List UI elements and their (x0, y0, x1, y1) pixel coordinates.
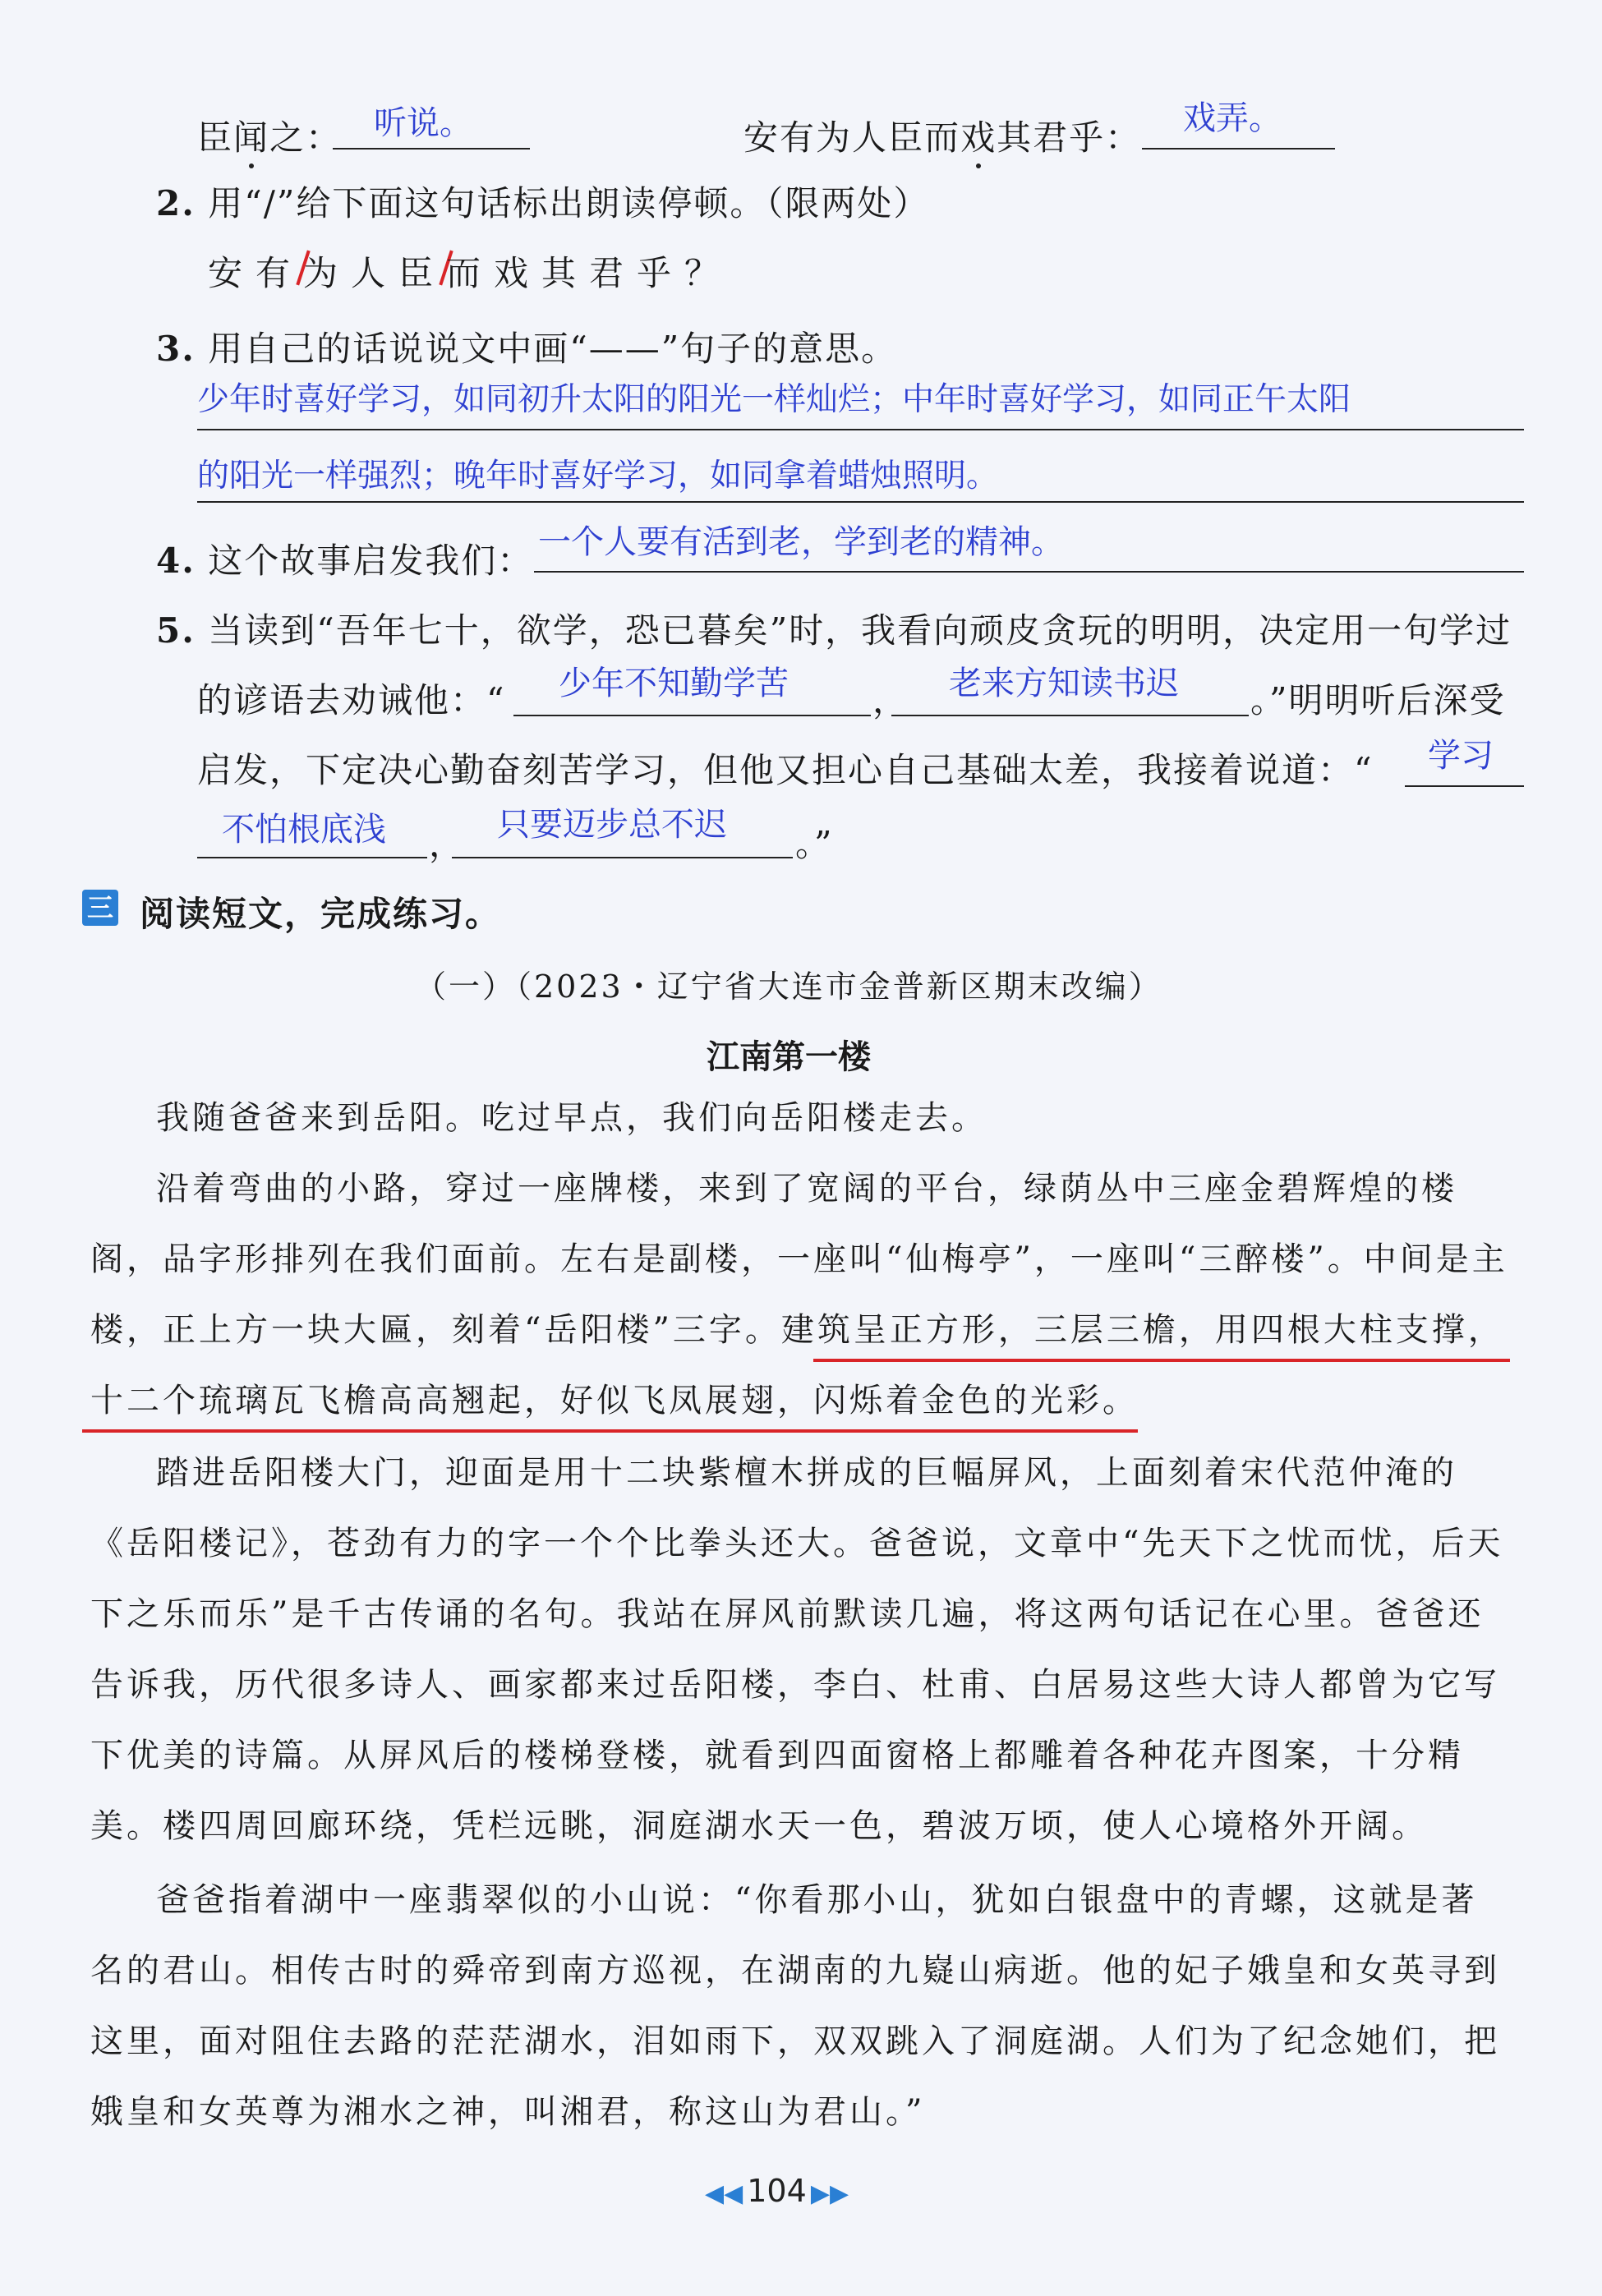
q2-sentence-char: ？ (684, 253, 719, 293)
q2-text (156, 177, 929, 226)
q2-sentence-char: 有 (249, 246, 297, 296)
q5-answer3: 学习 (1428, 737, 1494, 775)
q1-answer-b: 戏弄。 (1183, 99, 1282, 137)
q2-sentence (201, 246, 725, 296)
red-underline-2 (82, 1429, 1138, 1433)
q3-number: 3. (156, 329, 196, 369)
q2-sentence-char: 人 (350, 253, 385, 293)
q4-number: 4. (156, 541, 196, 581)
q1-prompt-b: 安有为人臣而戏其君乎： (743, 111, 1141, 160)
q5-line2-suffix: 。”明明听后深受 (1250, 680, 1506, 720)
q5-number: 5. (156, 610, 196, 651)
q5-line1-text: 当读到“吾年七十，欲学，恐已暮矣”时，我看向顽皮贪玩的明明，决定用一句学过 (208, 610, 1512, 651)
q4-answer: 一个人要有活到老，学到老的精神。 (538, 523, 1064, 561)
article-paragraph-3: 踏进岳阳楼大门，迎面是用十二块紫檀木拼成的巨幅屏风，上面刻着宋代范仲淹的《岳阳楼记》，苍劲有力的字一个个比拳头还大。爸爸说，文章中“先天下之忧而忧，后天下之乐而乐”是千古传诵的名句。我站在屏风前默读几遍，将这两句话记在心里。爸爸还告诉我，历代很多诗人、画家都来过岳阳楼，李白、杜甫、白居易这些大诗人都曾为它写下优美的诗篇。从屏风后的楼梯登楼，就看到四面窗格上都雕着各种花卉图案，十分精美。楼四周回廊环绕，凭栏远眺，洞庭湖水天一色，碧波万顷，使人心境格外开阔。 (90, 1454, 1504, 1845)
q5-line2-prefix: 的谚语去劝诫他：“ (197, 680, 506, 720)
q2-sentence-char: 戏 (493, 253, 528, 293)
article-paragraph-1: 我随爸爸来到岳阳。吃过早点，我们向岳阳楼走去。 (156, 1099, 987, 1137)
section-badge: 三 (82, 890, 118, 926)
q5-answer2: 老来方知读书迟 (949, 665, 1179, 702)
section-subtitle: （一）（2023・辽宁省大连市金普新区期末改编） (415, 969, 1162, 1005)
q2-sentence-char: 臣 (392, 246, 440, 296)
q4-prompt: 这个故事启发我们： (208, 541, 534, 581)
q5-comma2: ， (429, 824, 466, 864)
q3-answer-line1: 少年时喜好学习，如同初升太阳的阳光一样灿烂；中年时喜好学习，如同正午太阳 (197, 381, 1351, 418)
q2-sentence-char: 乎 (636, 253, 671, 293)
q1-answer-a: 听说。 (374, 104, 472, 142)
q2-sentence-char: 安 (207, 253, 242, 293)
q2-sentence-char: 其 (541, 253, 576, 293)
article-title: 江南第一楼 (707, 1038, 871, 1076)
q3-answer-rule1 (197, 429, 1524, 430)
red-underline-1 (813, 1359, 1510, 1362)
q3-answer-rule2 (197, 501, 1524, 503)
q3-answer-line2: 的阳光一样强烈；晚年时喜好学习，如同拿着蜡烛照明。 (197, 458, 999, 495)
q4-answer-rule (534, 571, 1524, 573)
q2-number: 2. (156, 183, 196, 223)
next-arrows-icon: ▶▶ (810, 2179, 849, 2208)
section-title: 阅读短文，完成练习。 (140, 894, 502, 934)
q5-answer1: 少年不知勤学苦 (559, 665, 789, 702)
prev-arrows-icon: ◀◀ (705, 2179, 743, 2208)
page-footer (705, 2173, 849, 2209)
q3-text (156, 322, 897, 371)
q5-line3: 启发，下定决心勤奋刻苦学习，但他又担心自己基础太差，我接着说道：“ (197, 750, 1374, 790)
q2-sentence-char: 而 (445, 253, 481, 293)
q5-answer4: 不怕根底浅 (222, 811, 386, 849)
q4-text (156, 534, 533, 583)
q3-prompt: 用自己的话说说文中画“——”句子的意思。 (208, 329, 898, 369)
article-paragraph-4: 爸爸指着湖中一座翡翠似的小山说：“你看那小山，犹如白银盘中的青螺，这就是著名的君山。相传古时的舜帝到南方巡视，在湖南的九嶷山病逝。他的妃子娥皇和女英寻到这里，面对阻住去路的茫茫湖水，泪如雨下，双双跳入了洞庭湖。人们为了纪念她们，把娥皇和女英尊为湘水之神，叫湘君，称这山为君山。” (90, 1881, 1500, 2131)
q2-prompt: 用“/”给下面这句话标出朗读停顿。（限两处） (208, 183, 930, 223)
underlined-sentence: 建筑呈正方形，三层三檐，用四根大柱支撑，十二个琉璃瓦飞檐高高翘起，好似飞凤展翅，闪烁着金色的光彩。 (90, 1311, 1504, 1419)
article-paragraph-2-text: 沿着弯曲的小路，穿过一座牌楼，来到了宽阔的平台，绿荫丛中三座金碧辉煌的楼阁，品字形排列在我们面前。左右是副楼，一座叫“仙梅亭”，一座叫“三醉楼”。中间是主楼，正上方一块大匾，刻着“岳阳楼”三字。 (90, 1170, 1508, 1349)
q1-prompt-a: 臣闻之： (197, 111, 342, 160)
q5-answer5: 只要迈步总不迟 (497, 806, 727, 844)
q5-line4-end: 。” (795, 824, 834, 864)
q2-sentence-char: 君 (588, 253, 624, 293)
q5-comma: ， (872, 680, 909, 720)
page-number: 104 (747, 2173, 807, 2209)
q5-line1 (156, 604, 1512, 653)
article-paragraph-2 (90, 1153, 1512, 1436)
q2-sentence-char: 为 (302, 253, 338, 293)
